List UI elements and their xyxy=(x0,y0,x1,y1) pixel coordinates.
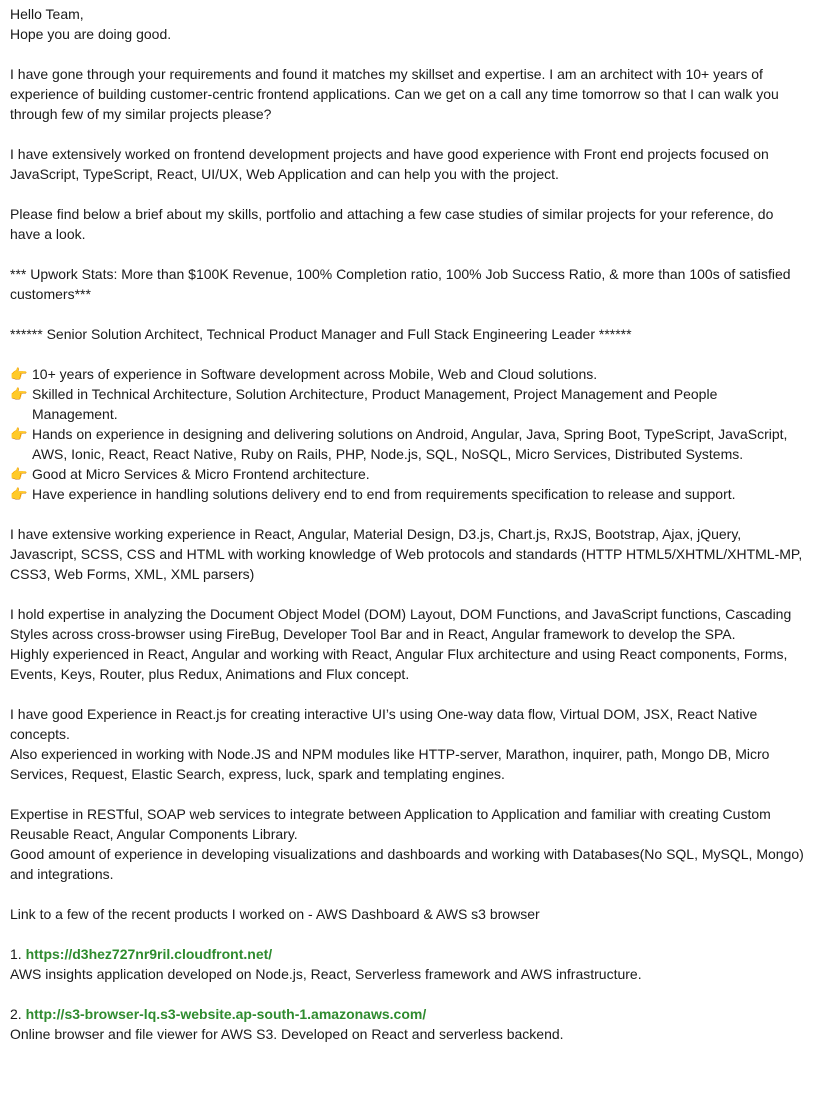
spacer xyxy=(10,784,805,804)
bullet-text: Good at Micro Services & Micro Frontend architecture. xyxy=(32,466,370,482)
bullet-list xyxy=(10,364,805,504)
role-line: ****** Senior Solution Architect, Technical Product Manager and Full Stack Engineering Leader ****** xyxy=(10,326,632,342)
project-2-link[interactable]: http://s3-browser-lq.s3-website.ap-south-1.amazonaws.com/ xyxy=(25,1006,427,1022)
portfolio-paragraph: Please find below a brief about my skills, portfolio and attaching a few case studies of similar projects for your reference, do have a look. xyxy=(10,206,778,242)
bullet-item xyxy=(10,464,805,484)
dom-paragraph: I hold expertise in analyzing the Document Object Model (DOM) Layout, DOM Functions, and JavaScript functions, Cascading Styles across cross-browser using FireBug, Developer Tool Bar and in React, Angular framework to develop the SPA. xyxy=(10,606,796,642)
spacer xyxy=(10,124,805,144)
spacer xyxy=(10,584,805,604)
spacer xyxy=(10,244,805,264)
dashboards-paragraph: Good amount of experience in developing visualizations and dashboards and working with Databases(No SQL, MySQL, Mongo) and integrations. xyxy=(10,846,808,882)
project-1-link[interactable]: https://d3hez727nr9ril.cloudfront.net/ xyxy=(25,946,273,962)
point-right-icon: 👉 xyxy=(10,426,28,442)
bullet-text: Hands on experience in designing and delivering solutions on Android, Angular, Java, Spring Boot, TypeScript, JavaScript, AWS, Ionic, React, React Native, Ruby on Rails, PHP, Node.js, SQL, NoSQL, Micro Services, Distributed Systems. xyxy=(32,426,788,462)
project-1-description: AWS insights application developed on Node.js, React, Serverless framework and AWS infrastructure. xyxy=(10,966,642,982)
project-number: 2. xyxy=(10,1006,22,1022)
point-right-icon: 👉 xyxy=(10,486,28,502)
bullet-text: Skilled in Technical Architecture, Solution Architecture, Product Management, Project Management and People Management. xyxy=(32,386,718,422)
spacer xyxy=(10,984,805,1004)
spacer xyxy=(10,924,805,944)
experience-paragraph: I have extensively worked on frontend development projects and have good experience with Front end projects focused on JavaScript, TypeScript, React, UI/UX, Web Application and can help you with the project. xyxy=(10,146,773,182)
bullet-text: 10+ years of experience in Software development across Mobile, Web and Cloud solutions. xyxy=(32,366,598,382)
spacer xyxy=(10,684,805,704)
spacer xyxy=(10,184,805,204)
node-paragraph: Also experienced in working with Node.JS and NPM modules like HTTP-server, Marathon, inquirer, path, Mongo DB, Micro Services, Request, Elastic Search, express, luck, spark and templating engines. xyxy=(10,746,774,782)
spacer xyxy=(10,304,805,324)
point-right-icon: 👉 xyxy=(10,466,28,482)
spacer xyxy=(10,504,805,524)
restful-paragraph: Expertise in RESTful, SOAP web services to integrate between Application to Application and familiar with creating Custom Reusable React, Angular Components Library. xyxy=(10,806,775,842)
spacer xyxy=(10,344,805,364)
opening-line: Hope you are doing good. xyxy=(10,26,172,42)
bullet-item xyxy=(10,484,805,504)
greeting: Hello Team, xyxy=(10,6,84,22)
upwork-stats: *** Upwork Stats: More than $100K Revenue, 100% Completion ratio, 100% Job Success Ratio, & more than 100s of satisfied customers*** xyxy=(10,266,795,302)
links-intro: Link to a few of the recent products I worked on - AWS Dashboard & AWS s3 browser xyxy=(10,906,540,922)
project-2-line xyxy=(10,1004,805,1024)
react-paragraph: I have good Experience in React.js for creating interactive UI’s using One-way data flow, Virtual DOM, JSX, React Native concepts. xyxy=(10,706,762,742)
bullet-item xyxy=(10,424,805,464)
project-2-description: Online browser and file viewer for AWS S3. Developed on React and serverless backend. xyxy=(10,1026,564,1042)
point-right-icon: 👉 xyxy=(10,366,28,382)
point-right-icon: 👉 xyxy=(10,386,28,402)
spacer xyxy=(10,884,805,904)
bullet-item xyxy=(10,364,805,384)
intro-paragraph: I have gone through your requirements and found it matches my skillset and expertise. I am an architect with 10+ years of experience of building customer-centric frontend applications. Can we get on a call any time tomorrow so that I can walk you through few of my similar projects please? xyxy=(10,66,783,122)
flux-paragraph: Highly experienced in React, Angular and working with React, Angular Flux architecture and using React components, Forms, Events, Keys, Router, plus Redux, Animations and Flux concept. xyxy=(10,646,792,682)
bullet-text: Have experience in handling solutions delivery end to end from requirements specification to release and support. xyxy=(32,486,736,502)
bullet-item xyxy=(10,384,805,424)
project-number: 1. xyxy=(10,946,22,962)
project-1-line xyxy=(10,944,805,964)
spacer xyxy=(10,44,805,64)
skills-paragraph: I have extensive working experience in React, Angular, Material Design, D3.js, Chart.js, RxJS, Bootstrap, Ajax, jQuery, Javascript, SCSS, CSS and HTML with working knowledge of Web protocols and standards (HTTP HTML5/XHTML/XHTML-MP, CSS3, Web Forms, XML, XML parsers) xyxy=(10,526,807,582)
